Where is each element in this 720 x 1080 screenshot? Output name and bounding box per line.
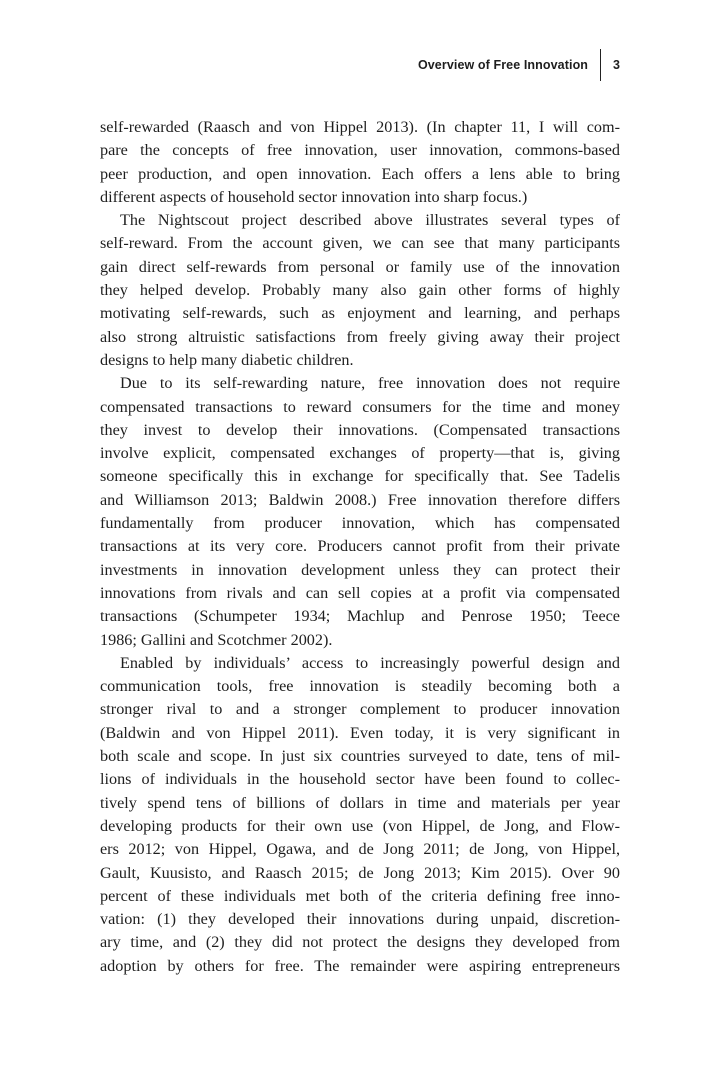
text-line: lions of individuals in the household sector have been found to collec- — [100, 770, 620, 789]
text-line: Enabled by individuals’ access to increasingly powerful design and — [120, 653, 620, 672]
page-number: 3 — [613, 58, 620, 72]
text-line: peer production, and open innovation. Each offers a lens able to bring — [100, 164, 620, 183]
text-line: ers 2012; von Hippel, Ogawa, and de Jong 2011; de Jong, von Hippel, — [100, 840, 620, 859]
text-line: adoption by others for free. The remainder were aspiring entrepreneurs — [100, 956, 620, 975]
text-line: they helped develop. Probably many also gain other forms of highly — [100, 281, 620, 300]
text-line: both scale and scope. In just six countries surveyed to date, tens of mil- — [100, 747, 620, 766]
text-line: gain direct self-rewards from personal or family use of the innovation — [100, 257, 620, 276]
text-line: communication tools, free innovation is steadily becoming both a — [100, 677, 620, 696]
text-line: transactions at its very core. Producers cannot profit from their private — [100, 537, 620, 556]
text-line: transactions (Schumpeter 1934; Machlup and Penrose 1950; Teece — [100, 607, 620, 626]
text-line: Due to its self-rewarding nature, free innovation does not require — [120, 374, 620, 393]
text-line: pare the concepts of free innovation, user innovation, commons-based — [100, 141, 620, 160]
text-line: motivating self-rewards, such as enjoyment and learning, and perhaps — [100, 304, 620, 323]
text-line: (Baldwin and von Hippel 2011). Even today, it is very significant in — [100, 723, 620, 742]
text-line: 1986; Gallini and Scotchmer 2002). — [100, 630, 333, 649]
body-text — [100, 116, 620, 978]
text-line: involve explicit, compensated exchanges of property—that is, giving — [100, 444, 620, 463]
paragraph — [100, 372, 620, 652]
text-line: stronger rival to and a stronger complement to producer innovation — [100, 700, 620, 719]
text-line: percent of these individuals met both of the criteria defining free inno- — [100, 886, 620, 905]
running-title: Overview of Free Innovation — [417, 58, 589, 72]
text-line: fundamentally from producer innovation, which has compensated — [100, 514, 620, 533]
text-line: investments in innovation development unless they can protect their — [100, 560, 620, 579]
paragraph — [100, 116, 620, 209]
text-line: innovations from rivals and can sell copies at a profit via compensated — [100, 583, 620, 602]
text-line: Gault, Kuusisto, and Raasch 2015; de Jong 2013; Kim 2015). Over 90 — [100, 863, 620, 882]
paragraph — [100, 209, 620, 372]
text-line: ary time, and (2) they did not protect the designs they developed from — [100, 933, 620, 952]
text-line: The Nightscout project described above illustrates several types of — [120, 211, 620, 230]
text-line: compensated transactions to reward consumers for the time and money — [100, 397, 620, 416]
text-line: and Williamson 2013; Baldwin 2008.) Free innovation therefore differs — [100, 490, 620, 509]
text-line: tively spend tens of billions of dollars in time and materials per year — [100, 793, 620, 812]
paragraph — [100, 652, 620, 978]
text-line: they invest to develop their innovations. (Compensated transactions — [100, 420, 620, 439]
text-line: designs to help many diabetic children. — [100, 350, 354, 369]
text-line: vation: (1) they developed their innovations during unpaid, discretion- — [100, 910, 620, 929]
text-line: different aspects of household sector innovation into sharp focus.) — [100, 187, 528, 206]
text-line: developing products for their own use (von Hippel, de Jong, and Flow- — [100, 816, 620, 835]
text-line: also strong altruistic satisfactions from freely giving away their project — [100, 327, 620, 346]
text-line: self-reward. From the account given, we can see that many participants — [100, 234, 620, 253]
running-head — [418, 48, 620, 82]
text-line: someone specifically this in exchange for specifically that. See Tadelis — [100, 467, 620, 486]
text-line: self-rewarded (Raasch and von Hippel 2013). (In chapter 11, I will com- — [100, 118, 620, 136]
